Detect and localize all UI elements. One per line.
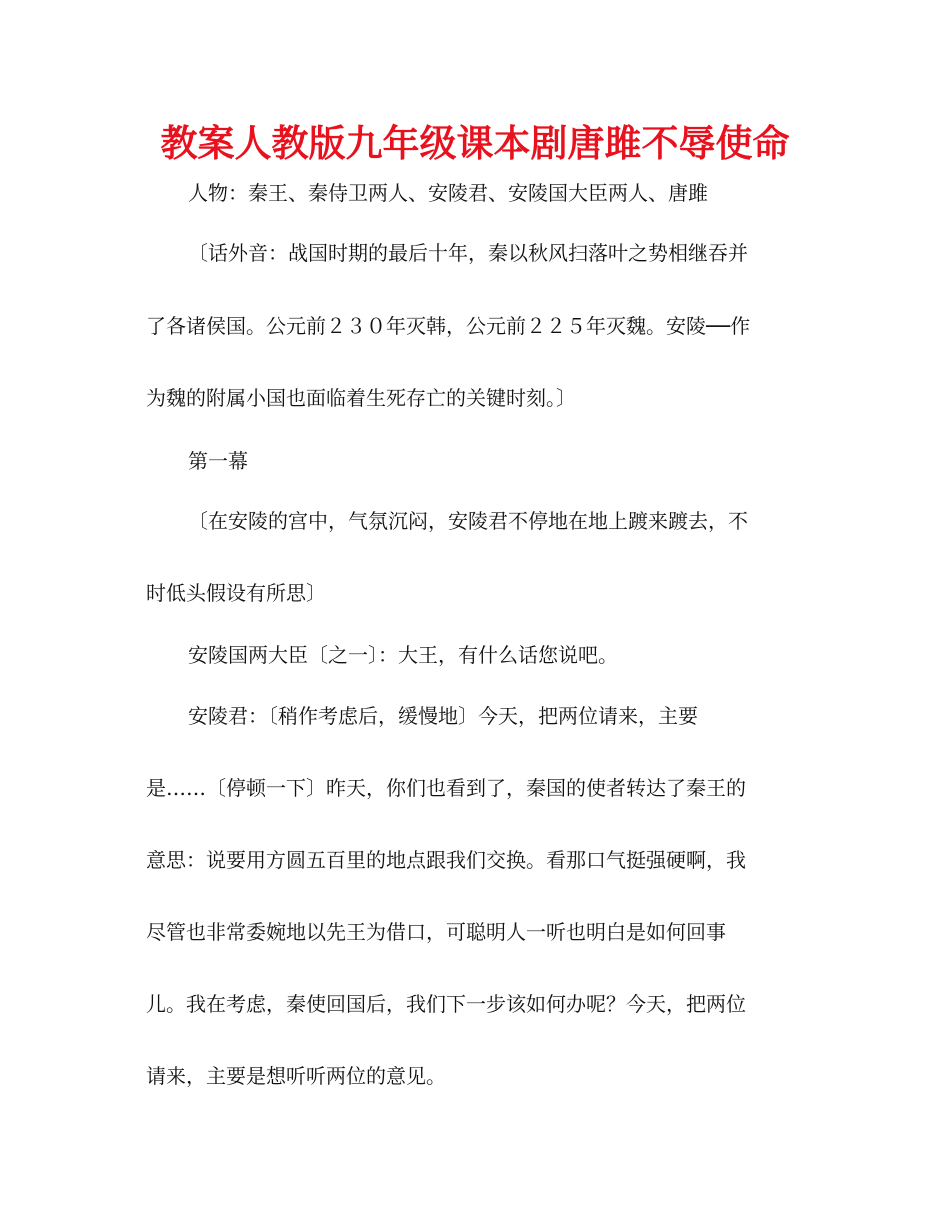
dialogue-line: 意思：说要用方圆五百里的地点跟我们交换。看那口气挺强硬啊，我: [146, 848, 746, 872]
dialogue-line: 安陵国两大臣〔之一〕：大王，有什么话您说吧。: [188, 643, 618, 667]
paragraph-line: 为魏的附属小国也面临着生死存亡的关键时刻。〕: [146, 386, 576, 410]
document-title: 教案人教版九年级课本剧唐雎不辱使命: [160, 122, 790, 165]
dialogue-line: 请来，主要是想听听两位的意见。: [146, 1064, 446, 1088]
paragraph-line: 〔在安陵的宫中，气氛沉闷，安陵君不停地在地上踱来踱去，不: [188, 509, 748, 533]
dialogue-line: 是……〔停顿一下〕昨天，你们也看到了，秦国的使者转达了秦王的: [146, 776, 746, 800]
paragraph-line: 〔话外音：战国时期的最后十年，秦以秋风扫落叶之势相继吞并: [188, 241, 748, 265]
paragraph-line: 了各诸侯国。公元前２３０年灭韩，公元前２２５年灭魏。安陵──作: [146, 314, 751, 338]
act-heading: 第一幕: [188, 449, 248, 473]
paragraph-line: 时低头假设有所思〕: [146, 581, 326, 605]
cast-list-line: 人物：秦王、秦侍卫两人、安陵君、安陵国大臣两人、唐雎: [188, 181, 708, 205]
dialogue-line: 尽管也非常委婉地以先王为借口，可聪明人一听也明白是如何回事: [146, 920, 726, 944]
dialogue-line: 儿。我在考虑，秦使回国后，我们下一步该如何办呢？今天，把两位: [146, 992, 746, 1016]
dialogue-line: 安陵君：〔稍作考虑后，缓慢地〕今天，把两位请来，主要: [188, 704, 698, 728]
